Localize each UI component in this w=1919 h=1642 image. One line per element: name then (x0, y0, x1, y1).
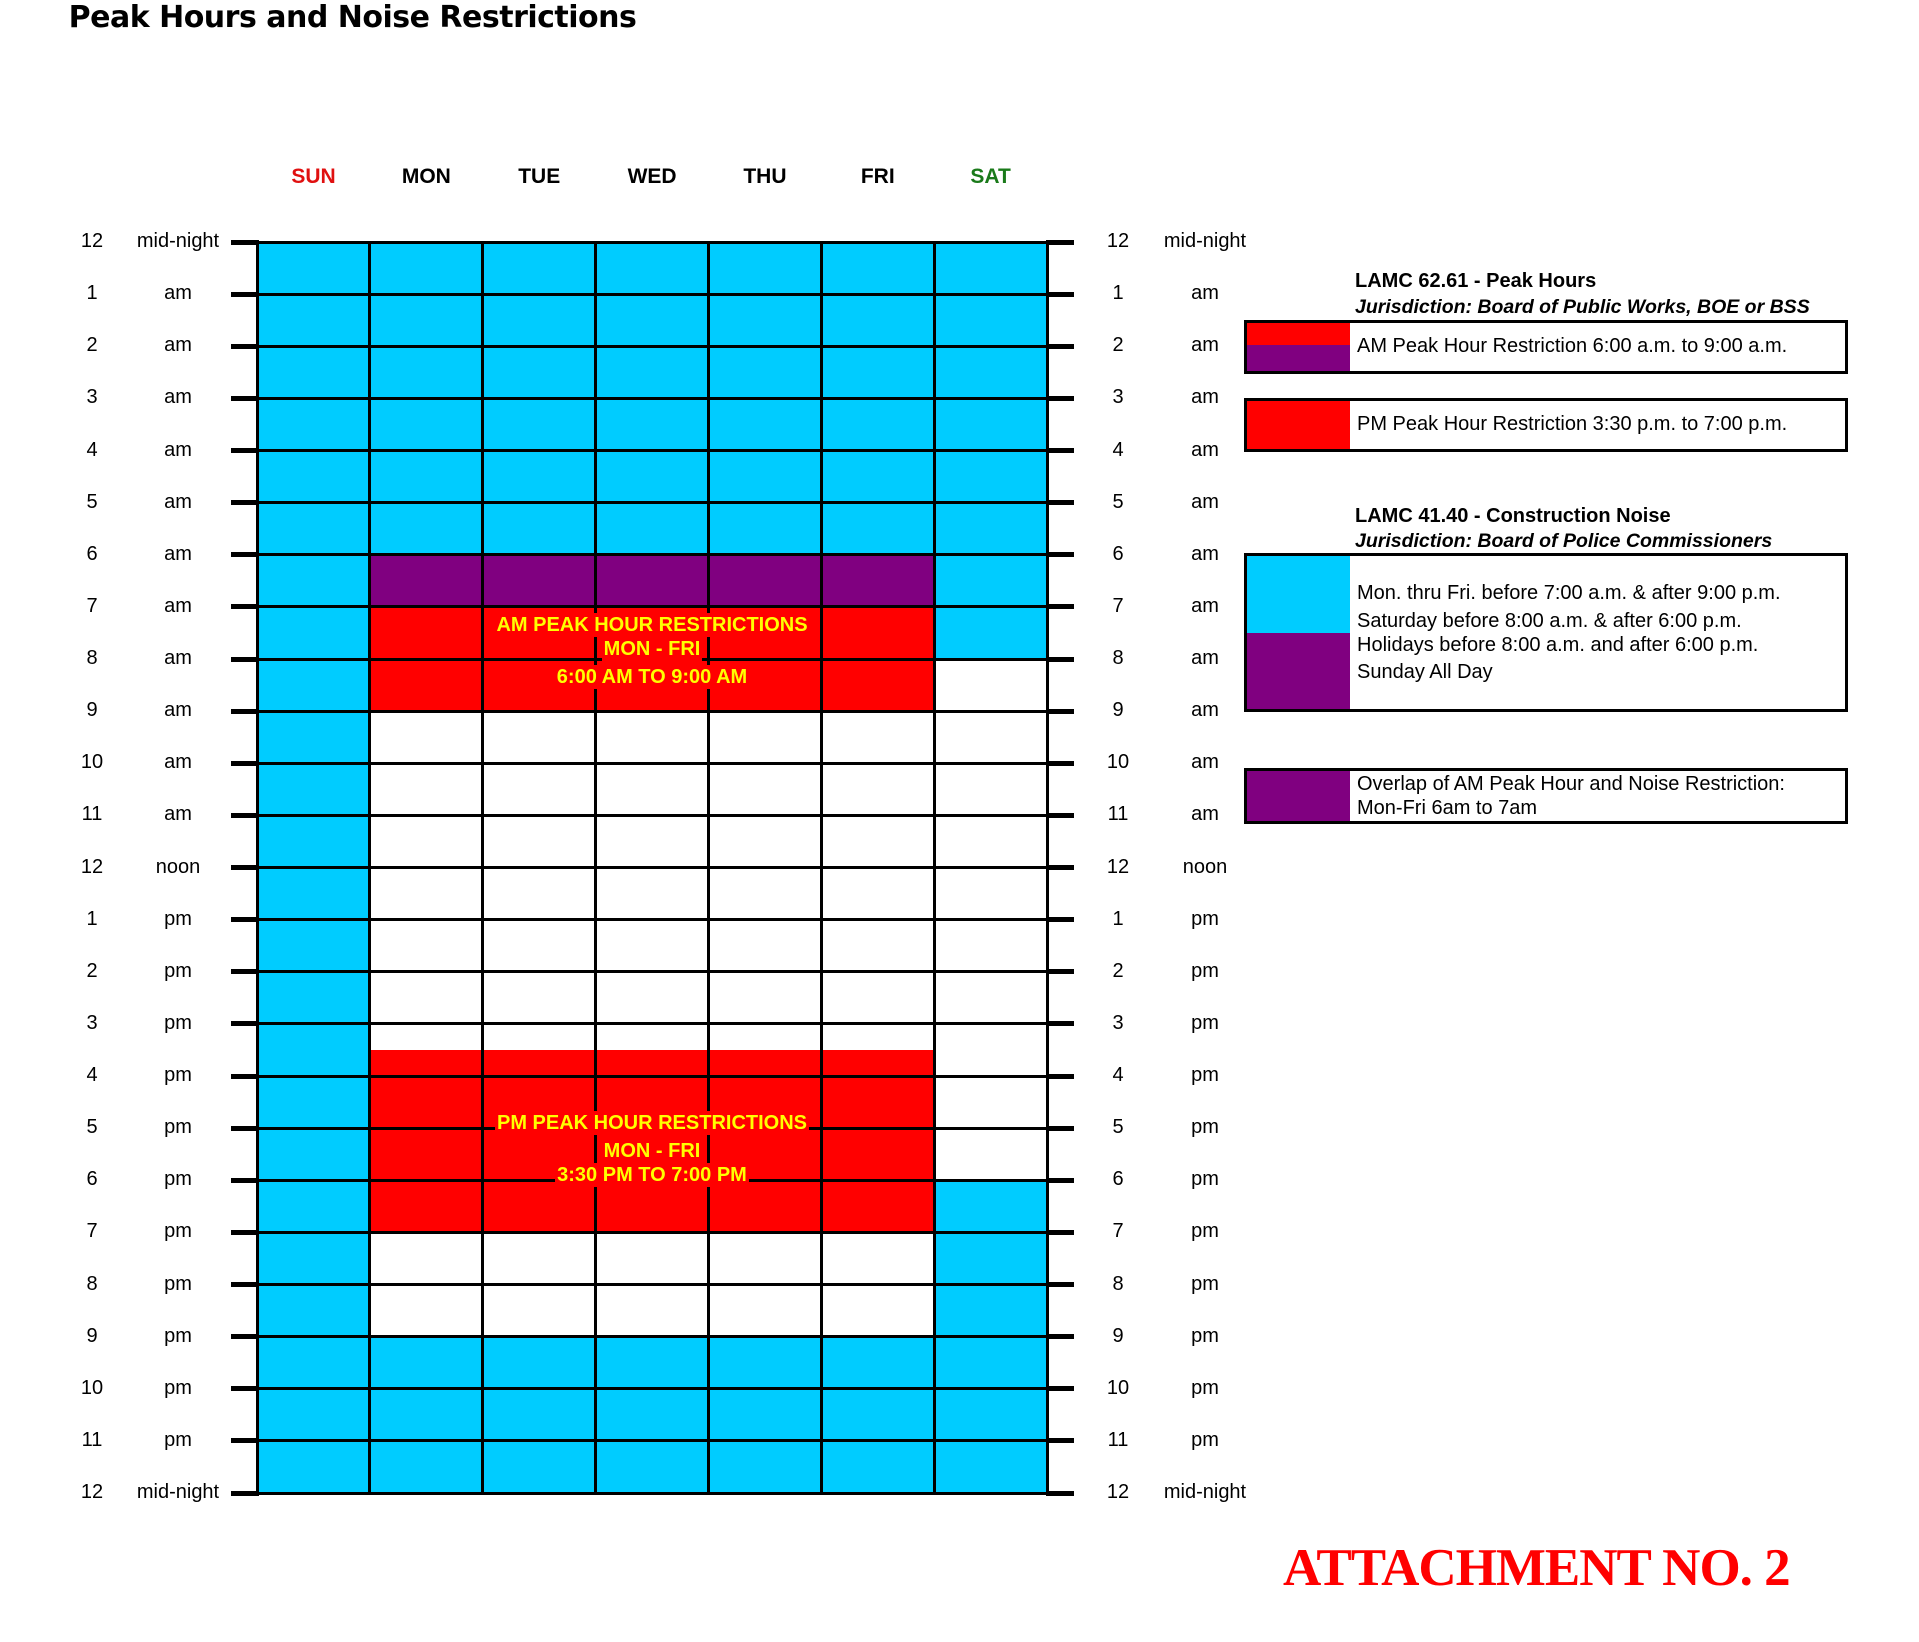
legend-peak-jurisdiction: Jurisdiction: Board of Public Works, BOE or BSS (1355, 296, 1810, 318)
right-hour-number: 5 (1112, 490, 1124, 513)
tick-right (1046, 657, 1074, 662)
pm-peak-line-2: MON - FRI (603, 1140, 701, 1162)
right-hour-period: am (1191, 542, 1219, 565)
legend-noise (1244, 553, 1848, 712)
left-hour-period: pm (164, 959, 192, 982)
left-hour-number: 8 (86, 647, 98, 669)
left-hour-number: 5 (86, 490, 98, 513)
right-hour-period: am (1191, 751, 1219, 774)
left-hour-period: pm (164, 1220, 192, 1243)
right-hour-number: 11 (1107, 1428, 1129, 1451)
legend-overlap-line-2: Mon-Fri 6am to 7am (1357, 797, 1538, 819)
left-hour-period: pm (164, 1324, 192, 1347)
noise-swatch (1247, 556, 1350, 709)
right-hour-period: am (1191, 699, 1219, 722)
left-hour-number: 12 (80, 855, 104, 878)
legend-noise-line-2: Saturday before 8:00 a.m. & after 6:00 p.m. (1357, 610, 1742, 632)
left-hour-period: am (164, 751, 192, 774)
left-hour-number: 2 (86, 959, 98, 982)
left-hour-number: 7 (86, 594, 98, 617)
right-hour-number: 5 (1112, 1116, 1124, 1139)
tick-right (1046, 604, 1074, 609)
tick-right (1046, 1438, 1074, 1443)
legend-peak-heading: LAMC 62.61 - Peak Hours (1355, 270, 1597, 292)
left-hour-number: 4 (86, 438, 98, 461)
left-hour-period: am (164, 438, 192, 461)
grid-hline (257, 1231, 1047, 1234)
left-hour-period: am (164, 542, 192, 565)
tick-right (1046, 396, 1074, 401)
legend-pm-peak (1244, 398, 1848, 452)
left-hour-period: am (164, 282, 192, 305)
grid-hline (257, 241, 1047, 244)
left-hour-period: am (164, 594, 192, 617)
block-overlap-mon-fri (370, 555, 934, 607)
right-hour-period: am (1191, 386, 1219, 409)
tick-right (1046, 1491, 1074, 1496)
grid-hline (257, 1387, 1047, 1390)
pm-peak-swatch (1247, 401, 1350, 449)
grid-hline (257, 1335, 1047, 1338)
overlap-swatch (1247, 771, 1350, 821)
right-hour-number: 1 (1112, 282, 1124, 305)
right-hour-period: pm (1191, 1220, 1219, 1243)
am-peak-label (370, 613, 934, 689)
grid-hline (257, 501, 1047, 504)
right-hour-period: am (1191, 334, 1219, 357)
day-header-sun: SUN (291, 165, 336, 188)
grid-hline (257, 449, 1047, 452)
right-hour-period: am (1191, 490, 1219, 513)
pm-peak-line-3: 3:30 PM TO 7:00 PM (557, 1164, 747, 1186)
left-hour-number: 1 (86, 907, 98, 930)
tick-right (1046, 761, 1074, 766)
right-hour-number: 9 (1112, 699, 1124, 722)
left-hour-period: am (164, 386, 192, 409)
grid-hline (257, 866, 1047, 869)
left-hour-period: am (164, 334, 192, 357)
right-hour-period: pm (1191, 1011, 1219, 1034)
right-hour-period: pm (1191, 1272, 1219, 1295)
day-header-wed: WED (627, 165, 677, 188)
am-peak-line-1: AM PEAK HOUR RESTRICTIONS (496, 614, 808, 636)
left-hour-number: 1 (86, 282, 98, 305)
legend-overlap (1244, 768, 1848, 824)
left-hour-number: 6 (86, 542, 98, 565)
right-hour-period: pm (1191, 907, 1219, 930)
grid-hline (257, 710, 1047, 713)
right-hour-number: 12 (1106, 855, 1130, 878)
grid-hline (257, 553, 1047, 556)
grid-hline (257, 293, 1047, 296)
schedule-grid (257, 242, 1047, 1493)
tick-right (1046, 240, 1074, 245)
am-peak-line-2: MON - FRI (603, 638, 701, 660)
day-header-mon: MON (401, 165, 451, 188)
grid-hline (257, 1283, 1047, 1286)
left-hour-period: pm (164, 907, 192, 930)
chart-title: Peak Hours and Noise Restrictions (68, 0, 637, 35)
left-hour-number: 3 (86, 1011, 98, 1034)
right-hour-number: 9 (1112, 1324, 1124, 1347)
right-hour-number: 12 (1106, 1481, 1130, 1503)
left-hour-period: noon (155, 855, 201, 878)
right-hour-number: 11 (1107, 803, 1129, 826)
grid-hline (257, 970, 1047, 973)
legend-pm-peak-text: PM Peak Hour Restriction 3:30 p.m. to 7:00 p.m. (1357, 413, 1788, 435)
left-hour-number: 11 (81, 803, 103, 826)
right-hour-number: 6 (1112, 542, 1124, 565)
tick-right (1046, 1074, 1074, 1079)
tick-right (1046, 1386, 1074, 1391)
grid-hline (257, 918, 1047, 921)
left-hour-period: mid-night (136, 1481, 220, 1503)
right-hour-number: 8 (1112, 647, 1124, 669)
right-hour-number: 7 (1112, 1220, 1124, 1243)
left-hour-number: 6 (86, 1168, 98, 1191)
right-hour-number: 3 (1112, 1011, 1124, 1034)
left-hour-number: 2 (86, 334, 98, 357)
tick-right (1046, 917, 1074, 922)
pm-peak-line-1: PM PEAK HOUR RESTRICTIONS (496, 1112, 808, 1134)
right-hour-period: am (1191, 594, 1219, 617)
left-hour-period: pm (164, 1116, 192, 1139)
left-hour-period: pm (164, 1428, 192, 1451)
grid-hline (257, 345, 1047, 348)
right-hour-number: 10 (1106, 1376, 1130, 1399)
legend-noise-line-1: Mon. thru Fri. before 7:00 a.m. & after 9:00 p.m. (1357, 582, 1781, 604)
left-hour-period: am (164, 699, 192, 722)
left-hour-number: 12 (80, 1481, 104, 1503)
tick-right (1046, 1178, 1074, 1183)
tick-right (1046, 292, 1074, 297)
tick-right (1046, 1282, 1074, 1287)
left-hour-number: 3 (86, 386, 98, 409)
legend-noise-line-3: Holidays before 8:00 a.m. and after 6:00 p.m. (1357, 634, 1759, 656)
day-header-fri: FRI (860, 165, 895, 188)
grid-hline (257, 762, 1047, 765)
right-hour-period: pm (1191, 959, 1219, 982)
left-hour-number: 7 (86, 1220, 98, 1243)
grid-hline (257, 1022, 1047, 1025)
right-hour-number: 4 (1112, 438, 1124, 461)
legend-am-peak-text: AM Peak Hour Restriction 6:00 a.m. to 9:00 a.m. (1357, 335, 1788, 357)
tick-right (1046, 500, 1074, 505)
tick-right (1046, 865, 1074, 870)
legend-am-peak (1244, 320, 1848, 374)
legend-noise-jurisdiction: Jurisdiction: Board of Police Commissioners (1355, 530, 1773, 552)
left-hour-number: 10 (80, 751, 104, 774)
right-hour-number: 2 (1112, 334, 1124, 357)
am-peak-swatch (1247, 323, 1350, 371)
right-hour-period: noon (1182, 855, 1228, 878)
tick-right (1046, 1334, 1074, 1339)
legend-noise-line-4: Sunday All Day (1357, 661, 1493, 683)
grid-hline (257, 397, 1047, 400)
left-hour-number: 9 (86, 699, 98, 722)
tick-right (1046, 813, 1074, 818)
left-hour-period: pm (164, 1011, 192, 1034)
left-hour-number: 11 (81, 1428, 103, 1451)
grid-hline (257, 814, 1047, 817)
tick-right (1046, 344, 1074, 349)
right-hour-number: 4 (1112, 1064, 1124, 1086)
left-hour-period: pm (164, 1064, 192, 1086)
left-hour-period: am (164, 490, 192, 513)
tick-right (1046, 552, 1074, 557)
left-hour-period: am (164, 803, 192, 826)
right-hour-period: pm (1191, 1116, 1219, 1139)
right-hour-number: 3 (1112, 386, 1124, 409)
tick-right (1046, 969, 1074, 974)
tick-right (1046, 448, 1074, 453)
block-noise-mon-fri (370, 1337, 934, 1493)
right-hour-period: pm (1191, 1168, 1219, 1191)
attachment-label: ATTACHMENT NO. 2 (1283, 1539, 1790, 1597)
legend-noise-heading: LAMC 41.40 - Construction Noise (1355, 505, 1671, 527)
am-peak-line-3: 6:00 AM TO 9:00 AM (556, 666, 748, 688)
tick-right (1046, 1126, 1074, 1131)
right-hour-number: 2 (1112, 959, 1124, 982)
day-header-sat: SAT (970, 165, 1011, 188)
right-hour-period: am (1191, 282, 1219, 305)
right-hour-period: pm (1191, 1064, 1219, 1086)
left-hour-number: 5 (86, 1116, 98, 1139)
right-hour-period: pm (1191, 1428, 1219, 1451)
grid-hline (257, 1075, 1047, 1078)
right-hour-period: am (1191, 647, 1219, 669)
pm-peak-label (370, 1111, 934, 1187)
right-hour-number: 12 (1106, 230, 1130, 252)
right-hour-period: pm (1191, 1324, 1219, 1347)
right-hour-period: mid-night (1163, 230, 1247, 252)
left-hour-number: 12 (80, 230, 104, 252)
day-header-thu: THU (743, 165, 787, 188)
right-hour-number: 1 (1112, 907, 1124, 930)
right-hour-number: 7 (1112, 594, 1124, 617)
right-hour-number: 10 (1106, 751, 1130, 774)
grid-hline (257, 1492, 1047, 1495)
tick-right (1046, 1230, 1074, 1235)
legend-overlap-line-1: Overlap of AM Peak Hour and Noise Restriction: (1357, 773, 1785, 795)
left-hour-number: 4 (86, 1064, 98, 1086)
right-hour-number: 8 (1112, 1272, 1124, 1295)
left-hour-period: mid-night (136, 230, 220, 252)
tick-right (1046, 1021, 1074, 1026)
right-hour-period: am (1191, 803, 1219, 826)
left-hour-period: am (164, 647, 192, 669)
left-hour-period: pm (164, 1272, 192, 1295)
day-header-tue: TUE (518, 165, 561, 188)
grid-hline (257, 605, 1047, 608)
right-hour-period: pm (1191, 1376, 1219, 1399)
left-hour-number: 10 (80, 1376, 104, 1399)
left-hour-period: pm (164, 1168, 192, 1191)
left-hour-period: pm (164, 1376, 192, 1399)
right-hour-period: am (1191, 438, 1219, 461)
right-hour-number: 6 (1112, 1168, 1124, 1191)
grid-hline (257, 1439, 1047, 1442)
right-hour-period: mid-night (1163, 1481, 1247, 1503)
left-hour-number: 9 (86, 1324, 98, 1347)
tick-right (1046, 709, 1074, 714)
left-hour-number: 8 (86, 1272, 98, 1295)
